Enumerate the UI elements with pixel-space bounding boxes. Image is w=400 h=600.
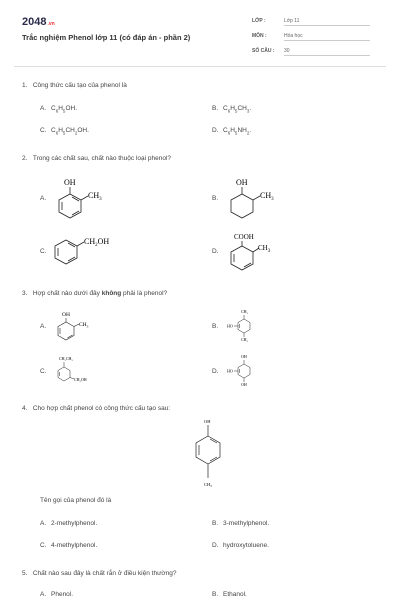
svg-text:CH3: $CH_3$ <box>241 337 248 343</box>
svg-text:CH2OH: $CH_2OH$ <box>74 377 87 383</box>
svg-text:OH: OH <box>64 178 76 187</box>
question-5: 5. Chất nào sau đây là chất rắn ở điều kiện thường? <box>22 570 177 577</box>
site-logo[interactable]: 2048.vn <box>22 16 55 28</box>
q3-option-c[interactable]: C. <box>40 368 47 375</box>
q3c-structure <box>54 354 96 386</box>
q3-option-b[interactable]: B. <box>212 323 219 330</box>
q4-option-a[interactable]: A. 2-methylphenol. <box>40 520 98 527</box>
q2c-structure <box>52 232 132 266</box>
q1-option-c[interactable]: C. $C_6H_5CH_2OH$. <box>40 127 89 136</box>
q1-option-b[interactable]: B. $C_6H_5CH_3$. <box>212 105 252 114</box>
q4-option-c[interactable]: C. 4-methylphenol. <box>40 542 98 549</box>
svg-text:HO: HO <box>227 368 233 374</box>
svg-text:OH: OH <box>62 312 70 318</box>
svg-text:CH2OH: $CH_2OH$ <box>84 237 110 248</box>
header-divider <box>14 66 386 67</box>
q5-option-a[interactable]: A. Phenol. <box>40 591 74 598</box>
question-4-subtext: Tên gọi của phenol đó là <box>40 497 112 504</box>
q2d-structure <box>222 230 292 274</box>
svg-text:CH3: $CH_3$ <box>88 191 102 202</box>
svg-text:CH3: $CH_3$ <box>241 309 248 315</box>
q2a-structure <box>50 174 120 224</box>
question-1: 1. Công thức cấu tạo của phenol là <box>22 82 127 89</box>
svg-text:HO: HO <box>227 323 233 329</box>
svg-text:OH: OH <box>241 354 247 359</box>
q1-option-d[interactable]: D. $C_6H_5NH_2$. <box>212 127 252 136</box>
question-2: 2. Trong các chất sau, chất nào thuộc loại phenol? <box>22 155 172 162</box>
svg-text:OH: OH <box>204 419 211 424</box>
svg-text:COOH: COOH <box>234 233 254 241</box>
q5-option-b[interactable]: B. Ethanol. <box>212 591 247 598</box>
q2-option-a[interactable]: A. <box>40 195 47 202</box>
q2-option-c[interactable]: C. <box>40 248 47 255</box>
svg-text:CH3: $CH_3$ <box>204 482 212 489</box>
q3-option-a[interactable]: A. <box>40 323 47 330</box>
q3b-structure <box>226 308 262 348</box>
svg-text:CH2CH3: $CH_2CH_3$ <box>59 356 73 362</box>
svg-text:CH3: $CH_3$ <box>260 191 274 202</box>
svg-text:CH3: $CH_3$ <box>79 322 89 329</box>
q3d-structure <box>226 352 262 392</box>
question-4: 4. Cho hợp chất phenol có công thức cấu tạo sau: <box>22 405 171 412</box>
svg-text:OH: OH <box>241 382 247 387</box>
svg-text:OH: OH <box>236 178 248 187</box>
q3-option-d[interactable]: D. <box>212 368 219 375</box>
q2b-structure <box>222 174 292 224</box>
page-header: 2048.vn Trắc nghiệm Phenol lớp 11 (có đáp án - phần 2) LỚP : Lớp 11 MÔN : Hóa học SỐ CÂU : 30 <box>0 0 400 68</box>
svg-text:CH3: $CH_3$ <box>258 244 271 254</box>
q3a-structure <box>50 310 100 346</box>
document-title: Trắc nghiệm Phenol lớp 11 (có đáp án - phần 2) <box>22 33 191 42</box>
question-3: 3. Hợp chất nào dưới đây không phải là phenol? <box>22 290 168 297</box>
q1-option-a[interactable]: A. $C_6H_5OH$. <box>40 105 77 114</box>
q2-option-d[interactable]: D. <box>212 248 219 255</box>
q2-option-b[interactable]: B. <box>212 195 219 202</box>
q4-option-d[interactable]: D. hydroxytoluene. <box>212 542 269 549</box>
q4-structure <box>186 416 230 492</box>
q4-option-b[interactable]: B. 3-methylphenol. <box>212 520 270 527</box>
